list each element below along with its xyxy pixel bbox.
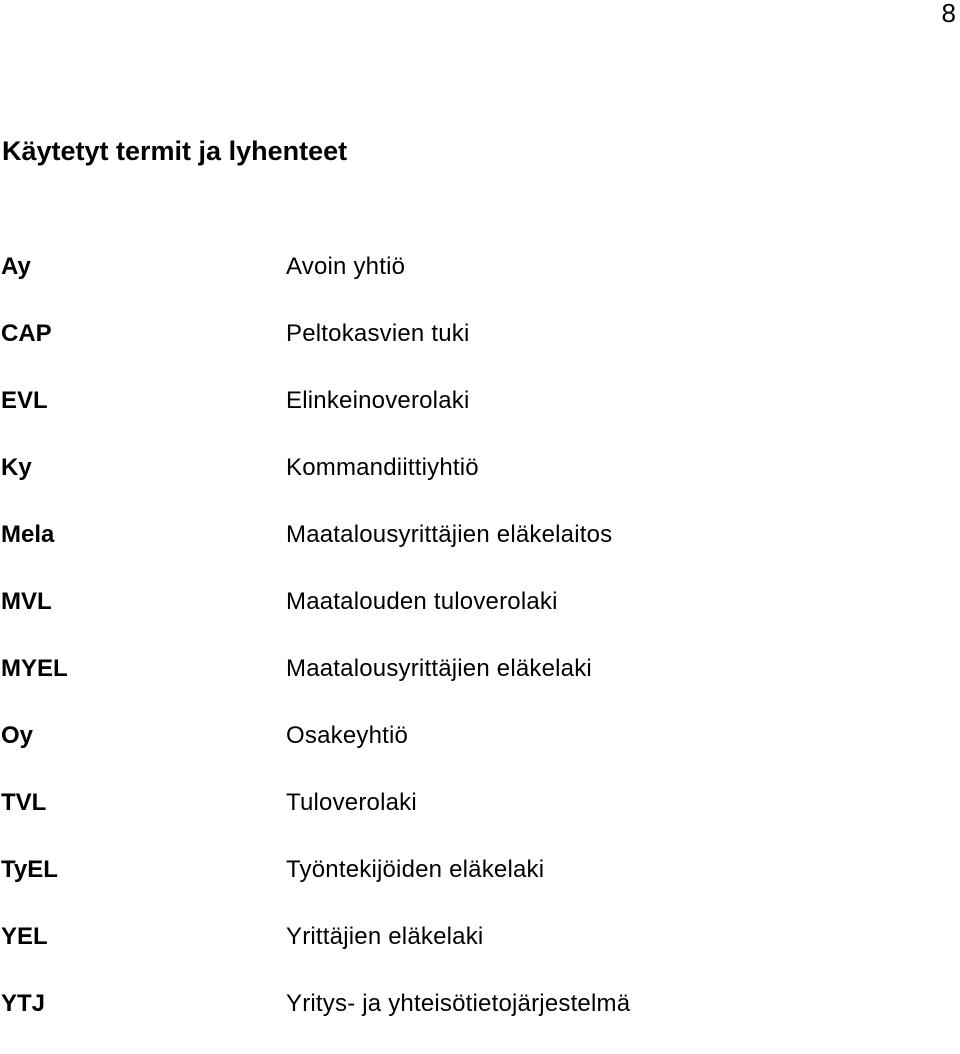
term-row-myel [0, 652, 960, 719]
term-abbreviation: TyEL [1, 856, 58, 883]
term-definition: Avoin yhtiö [286, 253, 406, 280]
term-row-yel [0, 920, 960, 987]
term-definition: Maatalousyrittäjien eläkelaki [286, 655, 592, 682]
term-row-mela [0, 518, 960, 585]
term-abbreviation: Oy [1, 722, 34, 749]
term-row-tvl [0, 786, 960, 853]
term-abbreviation: TVL [1, 789, 47, 816]
term-row-tyel [0, 853, 960, 920]
term-row-mvl [0, 585, 960, 652]
term-definition: Työntekijöiden eläkelaki [286, 856, 545, 883]
term-definition: Maatalousyrittäjien eläkelaitos [286, 521, 613, 548]
term-row-ay [0, 250, 960, 317]
term-definition: Tuloverolaki [286, 789, 417, 816]
term-abbreviation: YEL [1, 923, 48, 950]
term-definition: Elinkeinoverolaki [286, 387, 470, 414]
term-abbreviation: Ay [1, 253, 31, 280]
term-abbreviation: EVL [1, 387, 48, 414]
term-row-cap [0, 317, 960, 384]
page-title: Käytetyt termit ja lyhenteet [2, 136, 348, 166]
term-row-ytj [0, 987, 960, 1054]
term-row-oy [0, 719, 960, 786]
term-row-ky [0, 451, 960, 518]
term-abbreviation: Ky [1, 454, 32, 481]
term-definition: Maatalouden tuloverolaki [286, 588, 558, 615]
term-abbreviation: Mela [1, 521, 55, 548]
term-abbreviation: MYEL [1, 655, 68, 682]
term-abbreviation: CAP [1, 320, 52, 347]
term-abbreviation: YTJ [1, 990, 46, 1017]
term-abbreviation: MVL [1, 588, 52, 615]
page-number: 8 [941, 0, 956, 28]
term-definition: Kommandiittiyhtiö [286, 454, 479, 481]
term-definition: Peltokasvien tuki [286, 320, 470, 347]
term-definition: Osakeyhtiö [286, 722, 409, 749]
term-definition: Yritys- ja yhteisötietojärjestelmä [286, 990, 631, 1017]
terms-list [0, 250, 960, 1054]
term-definition: Yrittäjien eläkelaki [286, 923, 484, 950]
term-row-evl [0, 384, 960, 451]
